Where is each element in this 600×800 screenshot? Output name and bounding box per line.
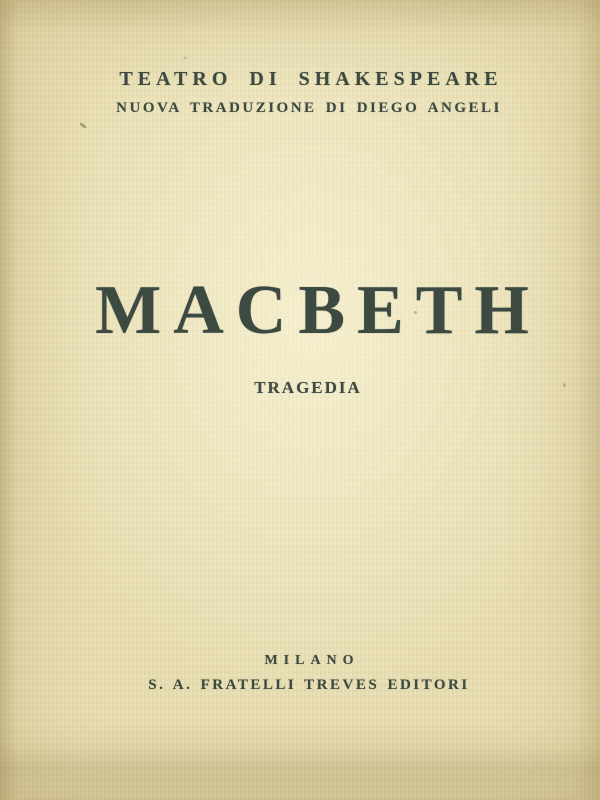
imprint-publisher: S. A. FRATELLI TREVES EDITORI xyxy=(148,677,470,693)
imprint-city: MILANO xyxy=(264,653,360,668)
genre-label: TRAGEDIA xyxy=(254,378,362,397)
paper-fiber-speck xyxy=(414,311,417,314)
book-title: MACBETH xyxy=(95,272,541,349)
paper-fiber-speck xyxy=(183,56,187,60)
series-title: TEATRO DI SHAKESPEARE xyxy=(119,68,503,90)
paper-fiber-speck xyxy=(79,122,87,129)
translation-credit: NUOVA TRADUZIONE DI DIEGO ANGELI xyxy=(116,100,502,116)
